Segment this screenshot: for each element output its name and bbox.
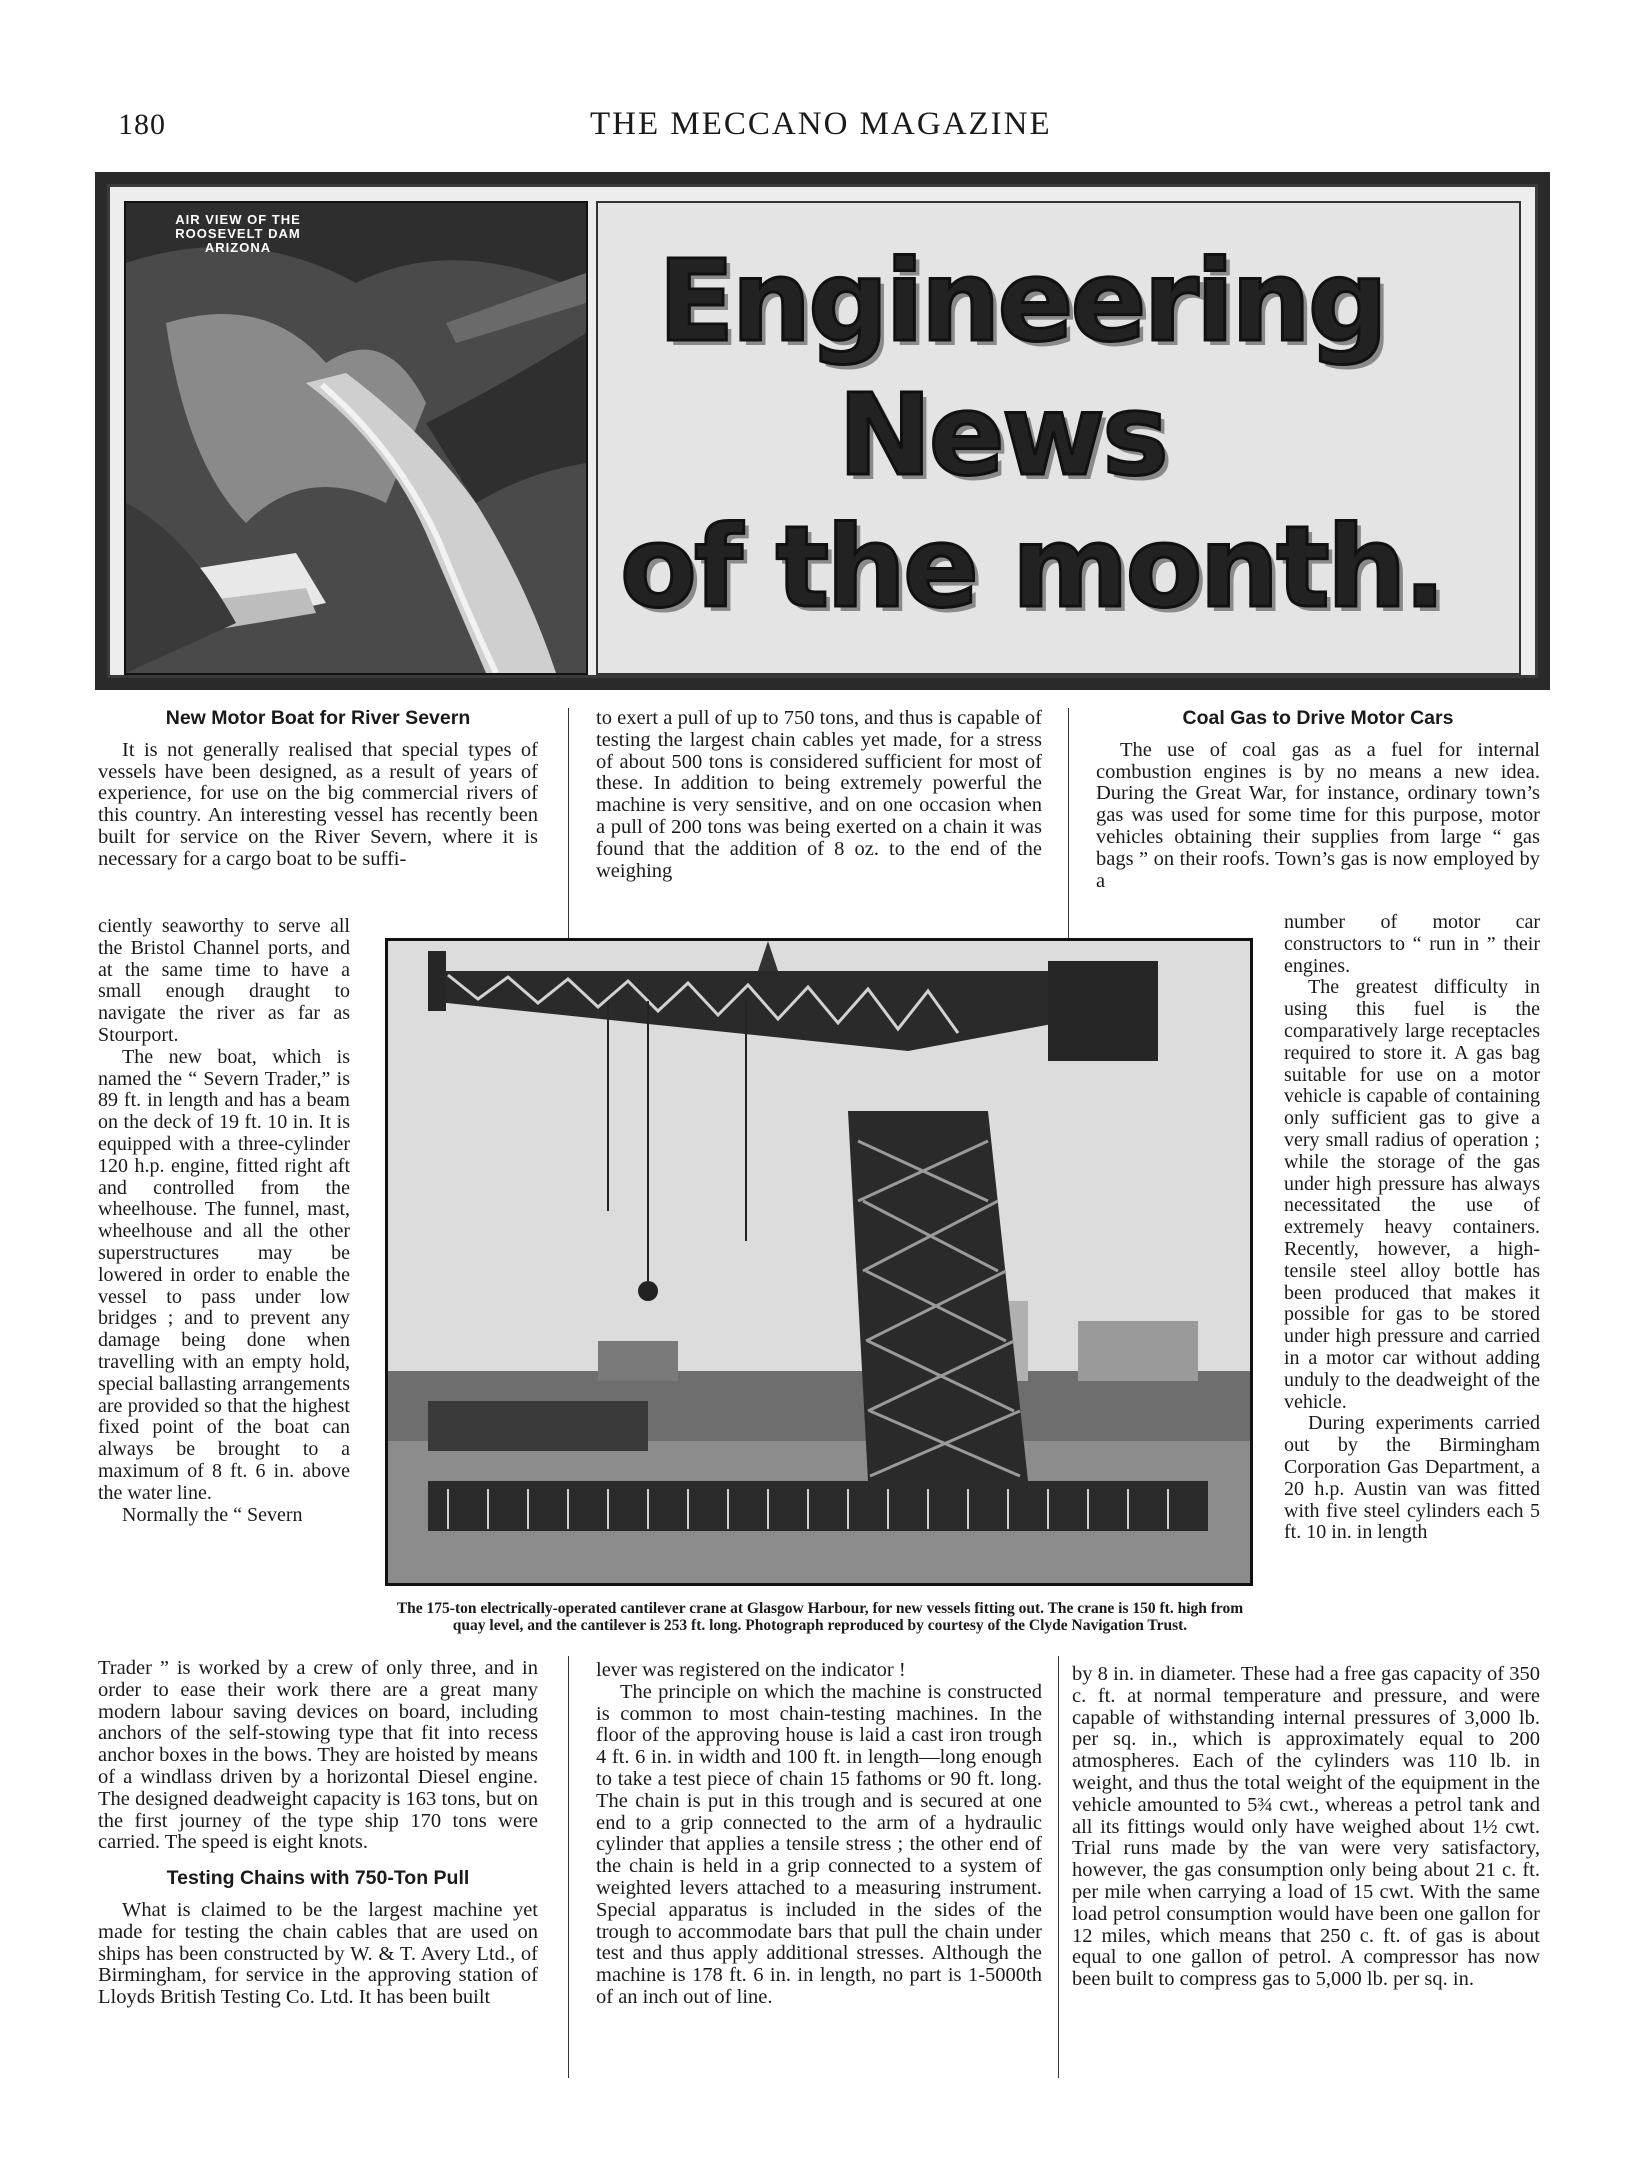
paragraph: The greatest difficulty in using this fuel is the comparatively large receptacles required to store it. A gas bag suitable for use on a motor vehicle is capable of containing only sufficient gas to give a very small radius of operation ; while the storage of the gas under high pressure has always necessitated the use of extremely heavy containers. Recently, however, a high-tensile steel alloy bottle has been produced that makes it possible for gas to be stored under high pressure and carried in a motor car without adding unduly to the deadweight of the vehicle. bbox=[1284, 976, 1540, 1413]
dam-photo-illustration bbox=[126, 203, 586, 673]
header-banner bbox=[95, 172, 1550, 690]
article-gas-bottom bbox=[1072, 1664, 1540, 1991]
article-chains-bottom bbox=[596, 1660, 1042, 2009]
article-gas-narrow bbox=[1284, 912, 1540, 1544]
article-boat-narrow bbox=[98, 916, 350, 1526]
paragraph: What is claimed to be the largest machine yet made for testing the chain cables that are used on ships has been constructed by W. & T. Avery Ltd., of Birmingham, for service in the approving station of Lloyds British Testing Co. Ltd. It has been built bbox=[98, 1898, 538, 2009]
dam-caption-line: AIR VIEW OF THE bbox=[175, 212, 301, 227]
banner-title-line: Engineering bbox=[658, 237, 1385, 367]
dam-caption-line: ARIZONA bbox=[204, 240, 272, 255]
column-rule bbox=[568, 1656, 569, 2078]
paragraph: to exert a pull of up to 750 tons, and thus is capable of testing the largest chain cables yet made, for a stress of about 500 tons is considered sufficient for most of these. In addition to being extremely powerful the machine is very sensitive, and on one occasion when a pull of 200 tons was being exerted on a chain it was found that the addition of 8 oz. to the end of the weighing bbox=[596, 707, 1042, 882]
paragraph: The principle on which the machine is constructed is common to most chain-testing machines. In the floor of the approving house is laid a cast iron trough 4 ft. 6 in. in width and 100 ft. in length—long enough to take a test piece of chain 15 fathoms or 90 ft. long. The chain is put in this trough and is secured at one end to a grip connected to the arm of a hydraulic cylinder that applies a tensile stress ; the other end of the chain is held in a grip connected to a system of weighted levers attached to a measuring instrument. Special apparatus is included in the sides of the trough to accommodate bars that pull the chain under test and thus apply additional stresses. Although the machine is 178 ft. 6 in. in length, no part is 1-5000th of an inch out of line. bbox=[596, 1680, 1042, 2008]
paragraph: ciently seaworthy to serve all the Bristol Channel ports, and at the same time to have a small enough draught to navigate the river as far as Stourport. bbox=[98, 915, 350, 1046]
article-heading: Coal Gas to Drive Motor Cars bbox=[1182, 707, 1454, 729]
article-heading: Testing Chains with 750-Ton Pull bbox=[166, 1867, 470, 1890]
paragraph: by 8 in. in diameter. These had a free gas capacity of 350 c. ft. at normal temperature and pressure, and were capable of withstanding internal pressures of 3,000 lb. per sq. in., which is approximately equal to 200 atmospheres. Each of the cylinders was 110 lb. in weight, and thus the total weight of the equipment in the vehicle amounted to 5¾ cwt., whereas a petrol tank and all its fittings would only have weighed about 1½ cwt. Trial runs made by the van were very satisfactory, however, the gas consumption only being about 21 c. ft. per mile when carrying a load of 15 cwt. With the same load petrol consumption would have been one gallon for 12 miles, which means that 250 c. ft. of gas is about equal to one gallon of petrol. A compressor has now been built to compress gas to 5,000 lb. per sq. in. bbox=[1072, 1663, 1540, 1991]
column-rule bbox=[1068, 708, 1069, 938]
article-boat-continued bbox=[98, 1658, 538, 2009]
article-gas-top bbox=[1096, 708, 1540, 892]
column-rule bbox=[568, 708, 569, 938]
paragraph: number of motor car constructors to “ run in ” their engines. bbox=[1284, 911, 1540, 977]
crane-photo bbox=[385, 938, 1253, 1586]
crane-photo-illustration bbox=[388, 941, 1250, 1583]
article-chains-top bbox=[596, 708, 1042, 882]
page-number: 180 bbox=[118, 108, 166, 141]
banner-title-line: News bbox=[838, 371, 1166, 501]
banner-frame bbox=[107, 184, 1538, 678]
dam-photo-caption bbox=[138, 213, 338, 255]
paragraph: Normally the “ Severn bbox=[122, 1503, 303, 1526]
dam-caption-line: ROOSEVELT DAM bbox=[175, 226, 301, 241]
paragraph: During experiments carried out by the Birmingham Corporation Gas Department, a 20 h.p. Austin van was fitted with five steel cylinders each 5 ft. 10 in. in length bbox=[1284, 1412, 1540, 1544]
paragraph: The use of coal gas as a fuel for internal combustion engines is by no means a new idea. During the Great War, for instance, ordinary town’s gas was used for some time for this purpose, motor vehicles obtaining their supplies from large “ gas bags ” on their roofs. Town’s gas is now employed by a bbox=[1096, 738, 1540, 892]
paragraph: It is not generally realised that special types of vessels have been designed, as a result of years of experience, for use on the big commercial rivers of this country. An interesting vessel has recently been built for service on the River Severn, where it is necessary for a cargo boat to be suffi- bbox=[98, 738, 538, 870]
crane-photo-caption: The 175-ton electrically-operated cantilever crane at Glasgow Harbour, for new vessels fitting out. The crane is 150 ft. high from quay level, and the cantilever is 253 ft. long. Photograph reproduced by courtesy of the Clyde Navigation Trust. bbox=[396, 1600, 1244, 1634]
column-rule bbox=[1058, 1656, 1059, 2078]
paragraph: Trader ” is worked by a crew of only three, and in order to ease their work there are a great many modern labour saving devices on board, including anchors of the self-stowing type that fit into recess anchor boxes in the bows. They are hoisted by means of a windlass driven by a horizontal Diesel engine. The designed deadweight capacity is 163 tons, but on the first journey of the type ship 170 tons were carried. The speed is eight knots. bbox=[98, 1657, 538, 1854]
paragraph: The new boat, which is named the “ Severn Trader,” is 89 ft. in length and has a beam on the deck of 19 ft. 10 in. It is equipped with a three-cylinder 120 h.p. engine, fitted right aft and controlled from the wheelhouse. The funnel, mast, wheelhouse and all the other superstructures may be lowered in order to enable the vessel to pass under low bridges ; and to prevent any damage being done when travelling with an empty hold, special ballasting arrangements are provided so that the highest fixed point of the boat can always be brought to a maximum of 8 ft. 6 in. above the water line. bbox=[98, 1045, 350, 1504]
paragraph: lever was registered on the indicator ! bbox=[596, 1659, 906, 1681]
banner-title-panel bbox=[596, 201, 1521, 675]
running-title: THE MECCANO MAGAZINE bbox=[590, 106, 1052, 142]
article-heading: New Motor Boat for River Severn bbox=[165, 707, 471, 729]
banner-title-line: of the month. bbox=[620, 503, 1444, 633]
article-boat-intro bbox=[98, 707, 538, 871]
dam-photo bbox=[124, 201, 588, 675]
